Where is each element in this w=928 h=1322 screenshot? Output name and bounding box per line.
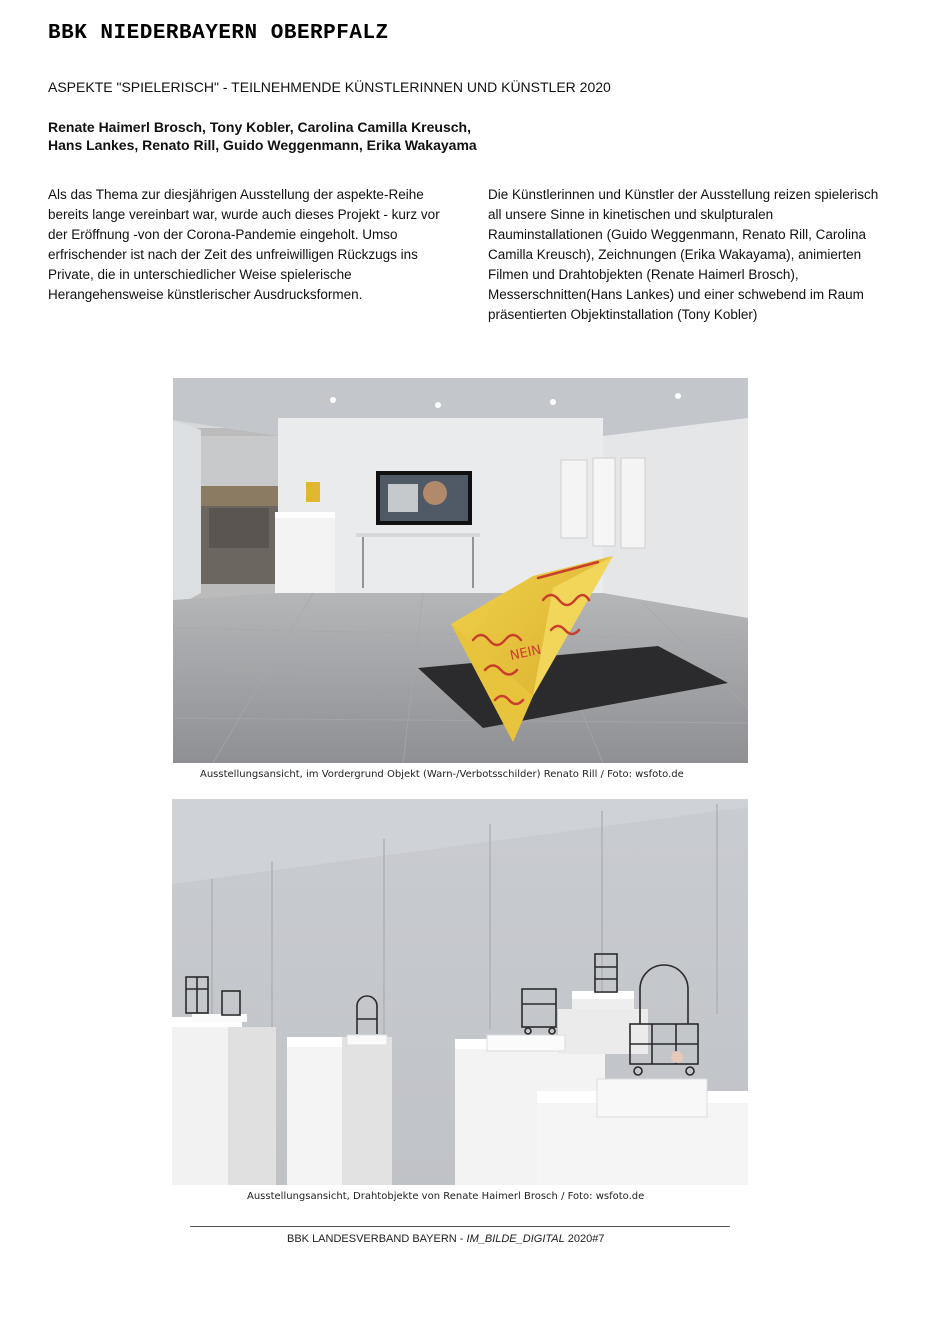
artists-list: [48, 118, 568, 154]
artists-line-2: Hans Lankes, Renato Rill, Guido Weggenmann, Erika Wakayama: [48, 137, 477, 153]
photo-2-caption: Ausstellungsansicht, Drahtobjekte von Renate Haimerl Brosch / Foto: wsfoto.de: [247, 1191, 645, 1202]
photo-1-caption: Ausstellungsansicht, im Vordergrund Objekt (Warn-/Verbotsschilder) Renato Rill / Foto: wsfoto.de: [200, 769, 684, 780]
exhibition-photo-1-image: [173, 378, 748, 763]
page-footer: [287, 1233, 605, 1245]
object-sign-text: NEIN: [508, 642, 543, 664]
artists-line-1: Renate Haimerl Brosch, Tony Kobler, Carolina Camilla Kreusch,: [48, 119, 471, 135]
intro-paragraph-left: Als das Thema zur diesjährigen Ausstellung der aspekte-Reihe bereits lange vereinbart war, wurde auch dieses Projekt - kurz vor der Eröffnung -von der Corona-Pandemie eingeholt. Umso erfrischender ist nach der Zeit des unfreiwilligen Rückzugs ins Private, die in unterschiedlicher Weise spielerische Herangehensweise künstlerischer Ausdrucksformen.: [48, 187, 440, 302]
footer-issue: 2020#7: [564, 1233, 605, 1245]
exhibition-photo-2-image: [172, 799, 748, 1185]
footer-publication: IM_BILDE_DIGITAL: [466, 1233, 565, 1245]
footer-org: BBK LANDESVERBAND BAYERN -: [287, 1233, 467, 1245]
page-title: BBK NIEDERBAYERN OBERPFALZ: [48, 22, 389, 45]
exhibition-photo-1: [173, 378, 748, 763]
footer-divider: [190, 1226, 730, 1227]
exhibition-photo-2: [172, 799, 748, 1185]
intro-paragraph-right: Die Künstlerinnen und Künstler der Ausstellung reizen spielerisch all unsere Sinne in kinetischen und skulpturalen Rauminstallationen (Guido Weggenmann, Renato Rill, Carolina Camilla Kreusch), Zeichnungen (Erika Wakayama), animierten Filmen und Drahtobjekten (Renate Haimerl Brosch), Messerschnitten(Hans Lankes) und einer schwebend im Raum präsentierten Objektinstallation (Tony Kobler): [488, 187, 879, 322]
page-subtitle: ASPEKTE "SPIELERISCH" - TEILNEHMENDE KÜNSTLERINNEN UND KÜNSTLER 2020: [48, 79, 611, 95]
